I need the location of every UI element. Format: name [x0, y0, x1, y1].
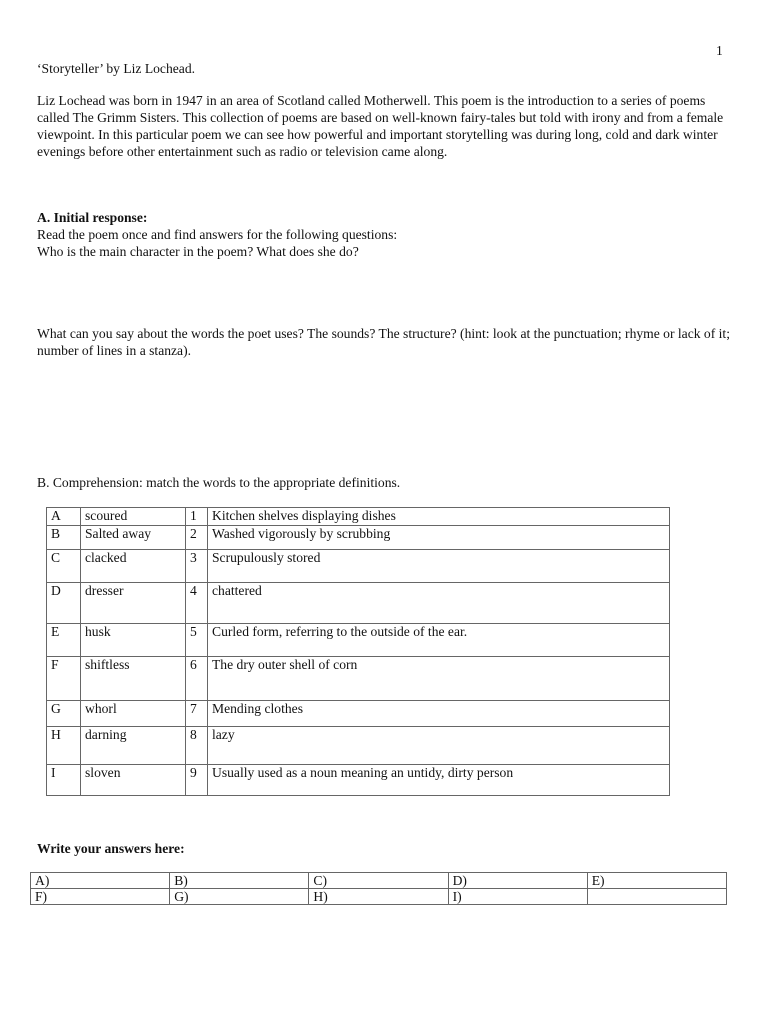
- match-definition: Curled form, referring to the outside of the ear.: [208, 624, 670, 657]
- match-letter: H: [47, 727, 81, 765]
- answer-cell-empty[interactable]: [587, 889, 726, 905]
- match-letter: D: [47, 583, 81, 624]
- match-number: 3: [186, 550, 208, 583]
- match-letter: C: [47, 550, 81, 583]
- match-word: dresser: [81, 583, 186, 624]
- answer-cell-d[interactable]: D): [448, 873, 587, 889]
- match-word: whorl: [81, 701, 186, 727]
- answers-row-1: [31, 873, 727, 889]
- match-number: 4: [186, 583, 208, 624]
- section-b-heading: B. Comprehension: match the words to the appropriate definitions.: [37, 475, 401, 490]
- matching-table: [46, 507, 670, 796]
- table-row: [47, 727, 670, 765]
- table-row: [47, 624, 670, 657]
- answer-cell-e[interactable]: E): [587, 873, 726, 889]
- section-a-heading: A. Initial response:: [37, 210, 148, 225]
- match-definition: lazy: [208, 727, 670, 765]
- table-row: [47, 701, 670, 727]
- match-letter: B: [47, 526, 81, 550]
- match-letter: E: [47, 624, 81, 657]
- match-letter: F: [47, 657, 81, 701]
- match-letter: A: [47, 508, 81, 526]
- answer-cell-i[interactable]: I): [448, 889, 587, 905]
- matching-table-body: [47, 508, 670, 796]
- match-word: sloven: [81, 765, 186, 796]
- match-definition: Mending clothes: [208, 701, 670, 727]
- question-main-character: Who is the main character in the poem? What does she do?: [37, 244, 359, 259]
- match-word: clacked: [81, 550, 186, 583]
- question-words-sounds-structure: What can you say about the words the poet uses? The sounds? The structure? (hint: look at the punctuation; rhyme or lack of it; number of lines in a stanza).: [37, 326, 730, 358]
- table-row: [47, 583, 670, 624]
- intro-paragraph: Liz Lochead was born in 1947 in an area of Scotland called Motherwell. This poem is the introduction to a series of poems called The Grimm Sisters. This collection of poems are based on well-known fairy-tales but told with irony and from a female viewpoint. In this particular poem we can see how powerful and important storytelling was during long, cold and dark winter evenings before other entertainment such as radio or television came along.: [37, 93, 724, 159]
- table-row: [47, 550, 670, 583]
- answer-cell-f[interactable]: F): [31, 889, 170, 905]
- match-word: darning: [81, 727, 186, 765]
- match-number: 9: [186, 765, 208, 796]
- match-word: scoured: [81, 508, 186, 526]
- match-word: husk: [81, 624, 186, 657]
- match-number: 7: [186, 701, 208, 727]
- match-definition: Usually used as a noun meaning an untidy, dirty person: [208, 765, 670, 796]
- match-word: shiftless: [81, 657, 186, 701]
- match-number: 8: [186, 727, 208, 765]
- answer-cell-b[interactable]: B): [170, 873, 309, 889]
- match-number: 1: [186, 508, 208, 526]
- answer-cell-c[interactable]: C): [309, 873, 448, 889]
- match-definition: Washed vigorously by scrubbing: [208, 526, 670, 550]
- match-letter: G: [47, 701, 81, 727]
- match-definition: The dry outer shell of corn: [208, 657, 670, 701]
- answers-row-2: [31, 889, 727, 905]
- table-row: [47, 765, 670, 796]
- match-number: 5: [186, 624, 208, 657]
- table-row: [47, 508, 670, 526]
- table-row: [47, 657, 670, 701]
- answer-cell-g[interactable]: G): [170, 889, 309, 905]
- match-definition: Scrupulously stored: [208, 550, 670, 583]
- table-row: [47, 526, 670, 550]
- answer-cell-h[interactable]: H): [309, 889, 448, 905]
- match-word: Salted away: [81, 526, 186, 550]
- match-letter: I: [47, 765, 81, 796]
- match-definition: Kitchen shelves displaying dishes: [208, 508, 670, 526]
- answers-heading: Write your answers here:: [37, 841, 185, 856]
- match-number: 6: [186, 657, 208, 701]
- match-definition: chattered: [208, 583, 670, 624]
- document-title: ‘Storyteller’ by Liz Lochead.: [37, 61, 196, 76]
- answers-table: [30, 872, 727, 905]
- section-a-instruction: Read the poem once and find answers for the following questions:: [37, 227, 398, 242]
- answer-cell-a[interactable]: A): [31, 873, 170, 889]
- match-number: 2: [186, 526, 208, 550]
- page-number: 1: [716, 43, 723, 58]
